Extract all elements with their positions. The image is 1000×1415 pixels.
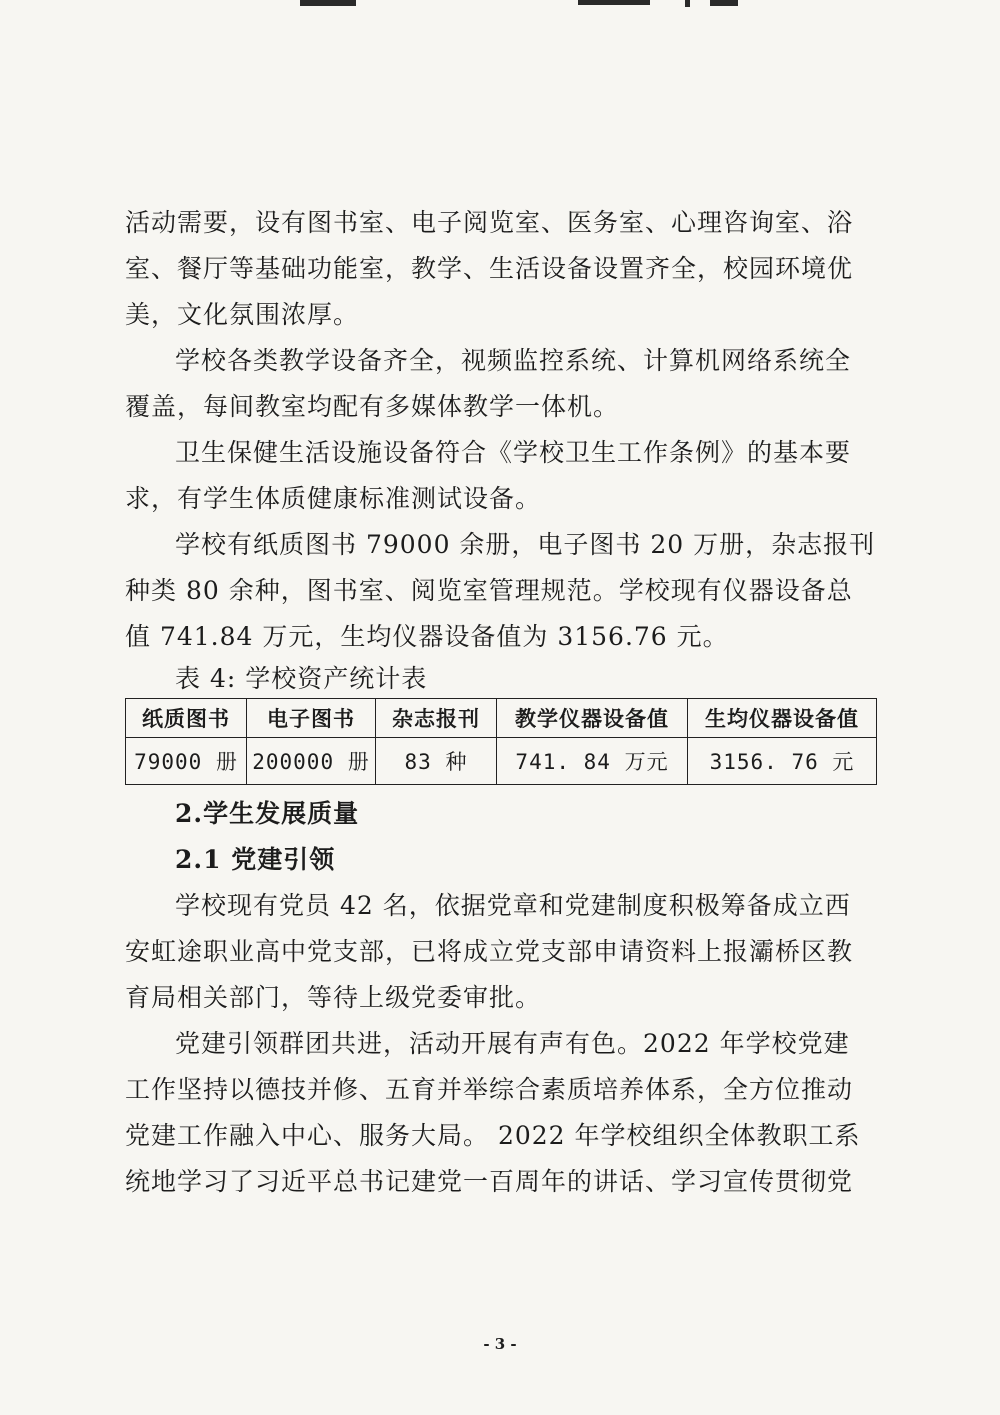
scan-artifact-mark: [578, 0, 650, 5]
paragraph-equipment: [125, 338, 885, 430]
text-line: 美，文化氛围浓厚。: [125, 300, 360, 329]
paragraph-facilities: [125, 200, 885, 338]
table-cell: 3156. 76 元: [688, 738, 877, 785]
text-line: 工作坚持以德技并修、五育并举综合素质培养体系，全方位推动: [125, 1075, 854, 1104]
text-line: 学校有纸质图书 79000 余册，电子图书 20 万册，杂志报刊: [175, 530, 876, 559]
text-line: 党建工作融入中心、服务大局。 2022 年学校组织全体教职工系: [125, 1121, 861, 1150]
table-caption: 表 4: 学校资产统计表: [175, 664, 428, 693]
scan-artifact-mark: [710, 0, 738, 6]
table-cell: 200000 册: [247, 738, 376, 785]
text-line: 求，有学生体质健康标准测试设备。: [125, 484, 542, 513]
column-header: 纸质图书: [126, 699, 247, 738]
paragraph-party-members: [125, 883, 885, 1021]
text-line: 学校各类教学设备齐全，视频监控系统、计算机网络系统全: [175, 346, 852, 375]
text-line: 学校现有党员 42 名，依据党章和党建制度积极筹备成立西: [175, 891, 851, 920]
paragraph-library: [125, 522, 885, 660]
column-header: 杂志报刊: [376, 699, 497, 738]
asset-statistics-table: [125, 698, 877, 785]
document-body: [125, 200, 885, 1205]
text-line: 室、餐厅等基础功能室，教学、生活设备设置齐全，校园环境优: [125, 254, 854, 283]
text-line: 党建引领群团共进，活动开展有声有色。2022 年学校党建: [175, 1029, 850, 1058]
section-heading: 2.学生发展质量: [175, 799, 360, 828]
scan-artifact-mark: [685, 0, 690, 7]
table-cell: 741. 84 万元: [497, 738, 688, 785]
paragraph-party-building: [125, 1021, 885, 1205]
text-line: 覆盖，每间教室均配有多媒体教学一体机。: [125, 392, 620, 421]
scan-artifact: [300, 0, 740, 8]
table-header-row: [126, 699, 877, 738]
table-row: [126, 738, 877, 785]
table-cell: 83 种: [376, 738, 497, 785]
text-line: 种类 80 余种，图书室、阅览室管理规范。学校现有仪器设备总: [125, 576, 853, 605]
scan-artifact-mark: [300, 0, 356, 6]
paragraph-health: [125, 430, 885, 522]
page-number: - 3 -: [483, 1335, 517, 1353]
text-line: 安虹途职业高中党支部，已将成立党支部申请资料上报灞桥区教: [125, 937, 854, 966]
text-line: 值 741.84 万元，生均仪器设备值为 3156.76 元。: [125, 622, 729, 651]
text-line: 统地学习了习近平总书记建党一百周年的讲话、学习宣传贯彻党: [125, 1167, 854, 1196]
column-header: 教学仪器设备值: [497, 699, 688, 738]
subsection-heading: 2.1 党建引领: [175, 845, 336, 874]
table-cell: 79000 册: [126, 738, 247, 785]
text-line: 活动需要，设有图书室、电子阅览室、医务室、心理咨询室、浴: [125, 208, 854, 237]
column-header: 电子图书: [247, 699, 376, 738]
text-line: 卫生保健生活设施设备符合《学校卫生工作条例》的基本要: [175, 438, 852, 467]
text-line: 育局相关部门，等待上级党委审批。: [125, 983, 542, 1012]
column-header: 生均仪器设备值: [688, 699, 877, 738]
